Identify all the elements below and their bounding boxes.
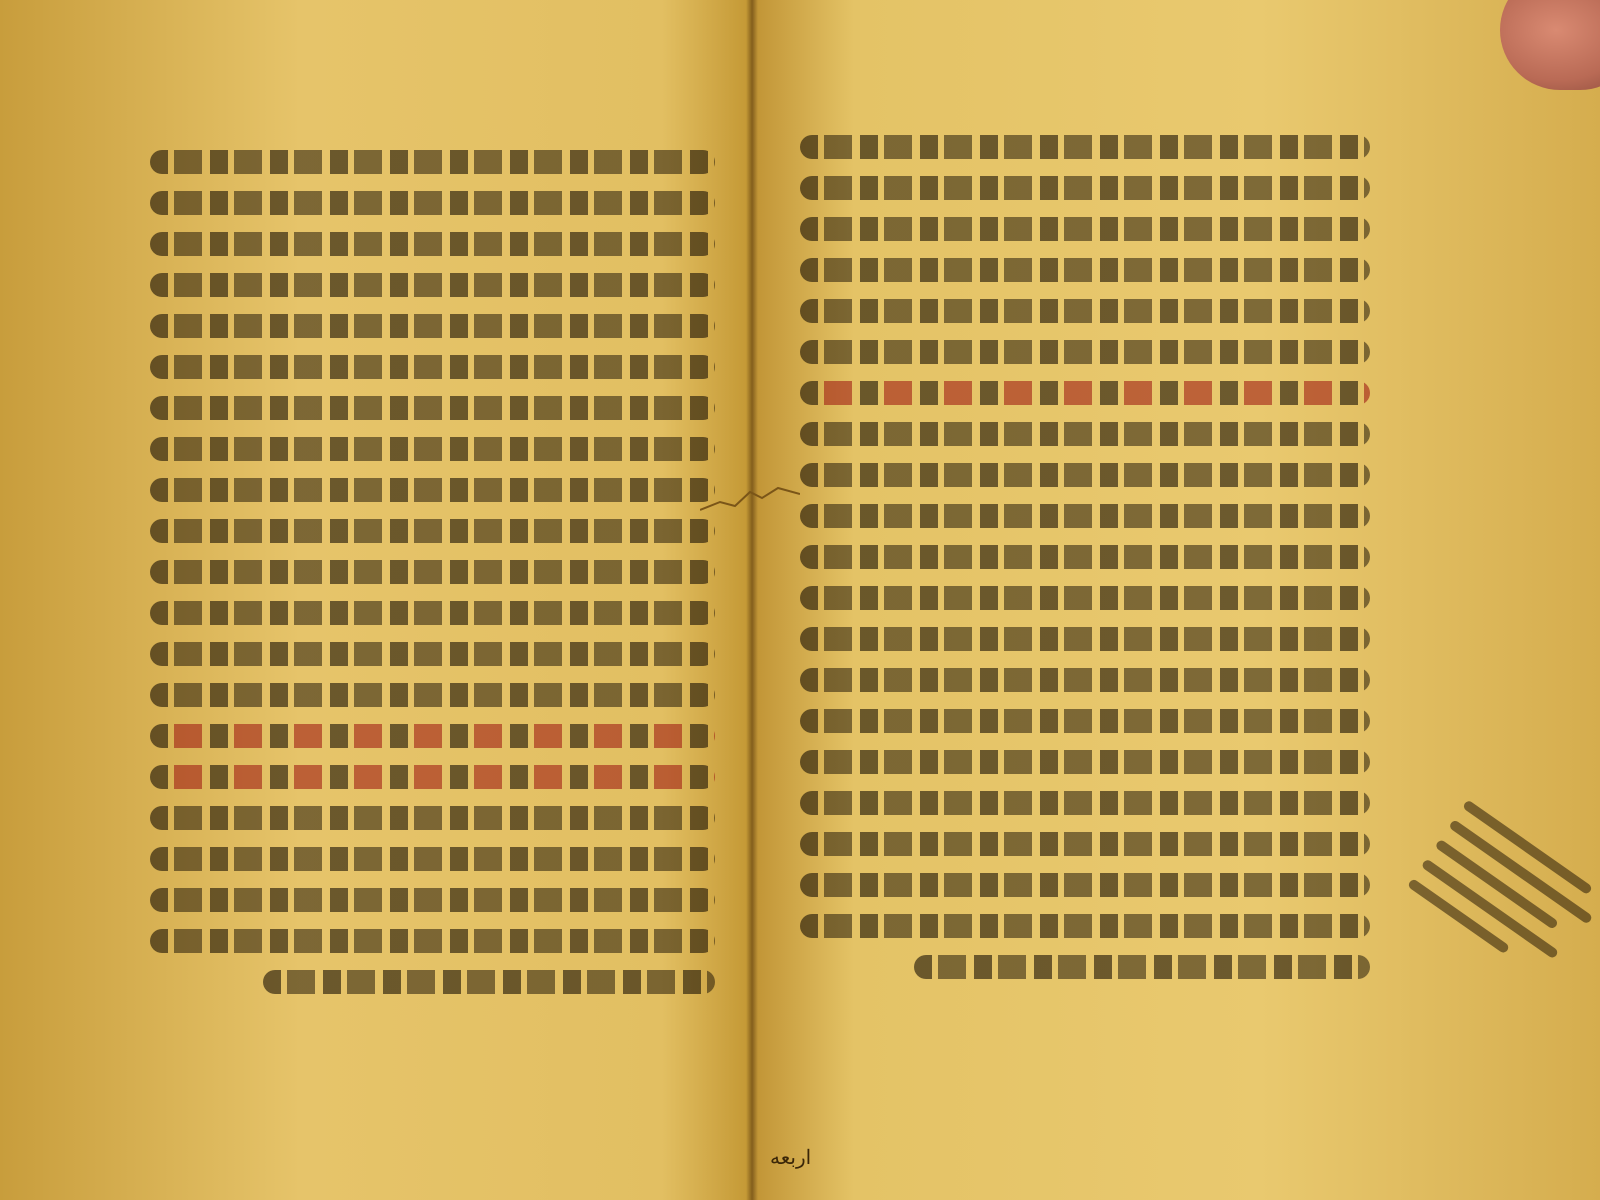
text-line: [150, 232, 715, 256]
text-line: [150, 191, 715, 215]
paper-tear: [700, 480, 800, 520]
text-line: [150, 888, 715, 912]
text-line: [800, 750, 1370, 774]
text-line: [150, 437, 715, 461]
text-line: [800, 299, 1370, 323]
text-line: [150, 519, 715, 543]
text-line: [800, 709, 1370, 733]
text-line: [150, 396, 715, 420]
text-line: [800, 586, 1370, 610]
text-line: [150, 683, 715, 707]
text-line: [800, 258, 1370, 282]
text-line: [150, 314, 715, 338]
text-line: [800, 422, 1370, 446]
text-line-rubric: [150, 765, 715, 789]
text-line: [150, 560, 715, 584]
text-line: [800, 463, 1370, 487]
text-line: [800, 340, 1370, 364]
book-gutter: [746, 0, 758, 1200]
text-line: [800, 217, 1370, 241]
text-line: [150, 355, 715, 379]
left-page-text: [150, 150, 715, 1011]
right-page-text: [800, 135, 1370, 996]
text-line: [800, 627, 1370, 651]
text-line: [800, 545, 1370, 569]
text-line: [800, 873, 1370, 897]
text-line: [800, 791, 1370, 815]
text-line: [150, 478, 715, 502]
text-line-rubric: [800, 381, 1370, 405]
text-line: [800, 135, 1370, 159]
text-line: [800, 832, 1370, 856]
text-line: [263, 970, 715, 994]
text-line: [150, 601, 715, 625]
text-line: [150, 847, 715, 871]
text-line-rubric: [150, 724, 715, 748]
text-line: [800, 504, 1370, 528]
text-line: [150, 642, 715, 666]
text-line: [150, 929, 715, 953]
text-line: [914, 955, 1370, 979]
text-line: [150, 273, 715, 297]
text-line: [800, 176, 1370, 200]
text-line: [150, 150, 715, 174]
text-line: [800, 668, 1370, 692]
text-line: [800, 914, 1370, 938]
catchword: اربعه: [770, 1145, 812, 1169]
text-line: [150, 806, 715, 830]
